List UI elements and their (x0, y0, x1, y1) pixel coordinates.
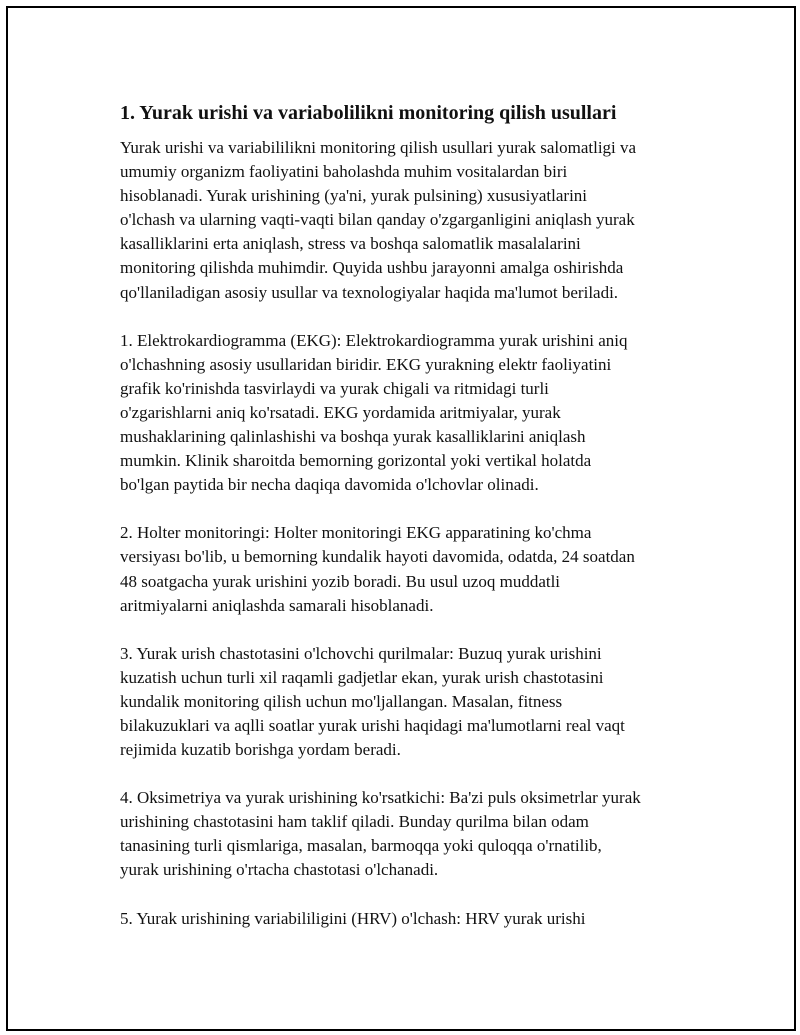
text-line: o'lchashning asosiy usullaridan biridir. EKG yurakning elektr faoliyatini (120, 354, 612, 374)
text-line: kundalik monitoring qilish uchun mo'ljallangan. Masalan, fitness (120, 691, 563, 711)
text-line: o'lchash va ularning vaqti-vaqti bilan qanday o'zgarganligini aniqlash yurak (120, 210, 635, 230)
paragraph-5 (120, 786, 700, 882)
text-line: hisoblanadi. Yurak urishining (ya'ni, yurak pulsining) xususiyatlarini (120, 186, 588, 206)
text-line: yurak urishining o'rtacha chastotasi o'lchanadi. (120, 860, 439, 880)
text-line: 2. Holter monitoringi: Holter monitoringi EKG apparatining ko'chma (120, 523, 592, 543)
text-line: tanasining turli qismlariga, masalan, barmoqqa yoki quloqqa o'rnatilib, (120, 836, 602, 856)
section-heading: 1. Yurak urishi va variabolilikni monitoring qilish usullari (120, 102, 617, 124)
text-line: qo'llaniladigan asosiy usullar va texnologiyalar haqida ma'lumot beriladi. (120, 282, 619, 302)
paragraph-list (120, 136, 700, 931)
text-line: bilakuzuklari va aqlli soatlar yurak urishi haqidagi ma'lumotlarni real vaqt (120, 715, 625, 735)
paragraph-1 (120, 136, 700, 305)
text-line: versiyası bo'lib, u bemorning kundalik hayoti davomida, odatda, 24 soatdan (120, 547, 635, 567)
text-line: o'zgarishlarni aniq ko'rsatadi. EKG yordamida aritmiyalar, yurak (120, 402, 561, 422)
text-line: 4. Oksimetriya va yurak urishining ko'rsatkichi: Ba'zi puls oksimetrlar yurak (120, 788, 641, 808)
document-body (120, 90, 700, 955)
text-line: mushaklarining qalinlashishi va boshqa yurak kasalliklarini aniqlash (120, 427, 586, 447)
text-line: mumkin. Klinik sharoitda bemorning gorizontal yoki vertikal holatda (120, 451, 592, 471)
text-line: grafik ko'rinishda tasvirlaydi va yurak chigali va ritmidagi turli (120, 378, 549, 398)
page-frame (6, 6, 796, 1031)
text-line: kuzatish uchun turli xil raqamli gadjetlar ekan, yurak urish chastotasini (120, 667, 604, 687)
text-line: rejimida kuzatib borishga yordam beradi. (120, 740, 401, 760)
paragraph-6 (120, 907, 700, 931)
paragraph-4 (120, 642, 700, 762)
text-line: 1. Elektrokardiogramma (EKG): Elektrokardiogramma yurak urishini aniq (120, 330, 628, 350)
text-line: Yurak urishi va variabililikni monitoring qilish usullari yurak salomatligi va (120, 138, 637, 157)
text-line: bo'lgan paytida bir necha daqiqa davomida o'lchovlar olinadi. (120, 475, 539, 495)
text-line: urishining chastotasini ham taklif qiladi. Bunday qurilma bilan odam (120, 812, 589, 832)
text-line: 5. Yurak urishining variabililigini (HRV) o'lchash: HRV yurak urishi (120, 908, 586, 928)
text-line: 3. Yurak urish chastotasini o'lchovchi qurilmalar: Buzuq yurak urishini (120, 643, 602, 663)
text-line: monitoring qilishda muhimdir. Quyida ushbu jarayonni amalga oshirishda (120, 258, 624, 278)
text-line: aritmiyalarni aniqlashda samarali hisoblanadi. (120, 595, 434, 615)
paragraph-3 (120, 521, 700, 617)
text-line: kasalliklarini erta aniqlash, stress va boshqa salomatlik masalalarini (120, 234, 581, 254)
text-line: 48 soatgacha yurak urishini yozib boradi. Bu usul uzoq muddatli (120, 571, 561, 591)
paragraph-2 (120, 329, 700, 498)
text-line: umumiy organizm faoliyatini baholashda muhim vositalardan biri (120, 162, 568, 182)
